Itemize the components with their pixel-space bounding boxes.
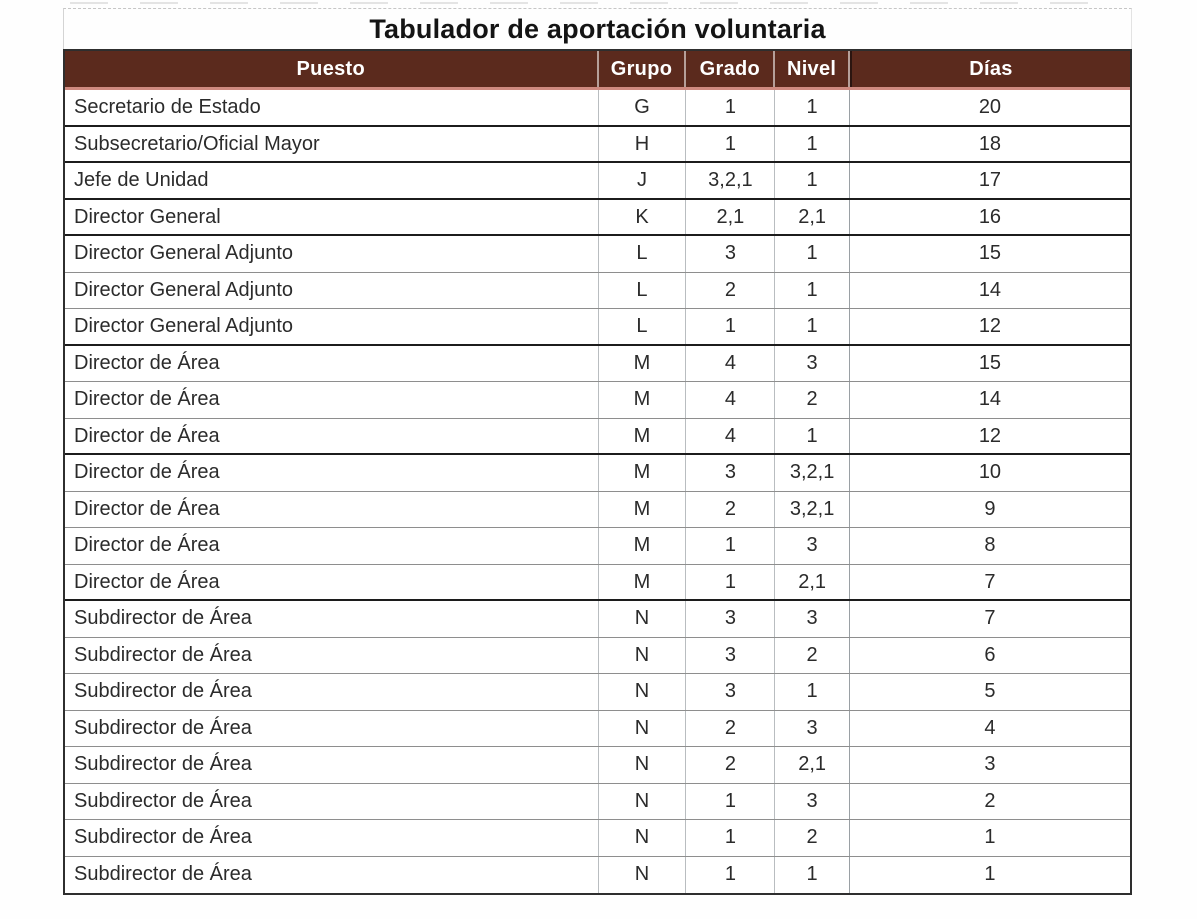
cell-grupo: H — [599, 127, 687, 162]
cell-grado: 2 — [686, 747, 775, 783]
cell-nivel: 1 — [775, 309, 850, 344]
table-row — [65, 711, 1130, 748]
cell-dias: 12 — [978, 424, 1002, 447]
cell-grado: 3 — [686, 236, 775, 272]
cell-grupo: M — [599, 528, 687, 564]
cell-grado: 1 — [686, 565, 775, 600]
cell-grupo: N — [599, 857, 687, 894]
cell-puesto: Director de Área — [65, 455, 599, 491]
cell-dias: 12 — [978, 315, 1002, 337]
table-row — [65, 382, 1130, 419]
cell-dias: 17 — [978, 169, 1002, 191]
cell-grupo: M — [599, 346, 687, 382]
cell-grupo: J — [599, 163, 687, 198]
cell-dias: 1 — [984, 862, 996, 885]
cell-dias: 3 — [984, 753, 996, 775]
cell-puesto: Subdirector de Área — [65, 820, 599, 856]
table-row — [65, 492, 1130, 529]
cell-grado: 1 — [686, 857, 775, 894]
cell-grado: 3 — [686, 601, 775, 637]
cell-grupo: N — [599, 674, 687, 710]
cell-grado: 1 — [686, 784, 775, 820]
cell-grupo: M — [599, 382, 687, 418]
cell-grupo: N — [599, 784, 687, 820]
cell-puesto: Jefe de Unidad — [65, 163, 599, 198]
cell-nivel: 3 — [775, 784, 850, 820]
cell-puesto: Director de Área — [65, 382, 599, 418]
cell-puesto: Subdirector de Área — [65, 711, 599, 747]
cell-nivel: 1 — [775, 90, 850, 125]
cell-grado: 4 — [686, 419, 775, 454]
table-header-row — [65, 51, 1130, 90]
cell-nivel: 3 — [775, 711, 850, 747]
cell-grado: 2 — [686, 273, 775, 309]
cell-grado: 1 — [686, 90, 775, 125]
cell-grado: 4 — [686, 346, 775, 382]
cell-dias: 20 — [978, 96, 1002, 118]
cell-nivel: 2 — [775, 638, 850, 674]
cell-puesto: Director General Adjunto — [65, 309, 599, 344]
table-row — [65, 820, 1130, 857]
table-row — [65, 747, 1130, 784]
cell-grupo: N — [599, 711, 687, 747]
cell-grupo: L — [599, 273, 687, 309]
table-row — [65, 857, 1130, 894]
cell-grupo: M — [599, 419, 687, 454]
cell-puesto: Director de Área — [65, 528, 599, 564]
table-row — [65, 236, 1130, 273]
cell-puesto: Subsecretario/Oficial Mayor — [65, 127, 599, 162]
cell-puesto: Subdirector de Área — [65, 857, 599, 894]
cell-grado: 1 — [686, 309, 775, 344]
table-row — [65, 601, 1130, 638]
column-header-dias: Días — [850, 51, 1130, 87]
cell-dias: 7 — [984, 607, 996, 629]
cell-grado: 3 — [686, 455, 775, 491]
cell-nivel: 3 — [775, 528, 850, 564]
tabulador-table — [63, 49, 1132, 895]
cell-nivel: 1 — [775, 419, 850, 454]
cell-dias: 5 — [984, 680, 996, 702]
cell-grado: 2 — [686, 492, 775, 528]
cell-grupo: L — [599, 309, 687, 344]
cell-dias: 14 — [978, 278, 1002, 301]
table-title: Tabulador de aportación voluntaria — [369, 14, 826, 44]
cell-puesto: Director de Área — [65, 492, 599, 528]
table-row — [65, 200, 1130, 237]
cell-nivel: 3 — [775, 601, 850, 637]
cell-dias: 15 — [978, 242, 1002, 264]
cell-grado: 3,2,1 — [686, 163, 775, 198]
cell-dias: 6 — [984, 643, 996, 666]
cell-puesto: Director General Adjunto — [65, 273, 599, 309]
table-row — [65, 163, 1130, 200]
table-row — [65, 674, 1130, 711]
cell-grupo: K — [599, 200, 687, 235]
cell-grupo: G — [599, 90, 687, 125]
cell-nivel: 1 — [775, 857, 850, 894]
cell-dias: 9 — [984, 497, 996, 520]
cell-nivel: 2,1 — [775, 565, 850, 600]
cell-nivel: 1 — [775, 674, 850, 710]
cell-dias: 1 — [984, 826, 996, 848]
cell-dias: 18 — [978, 132, 1002, 155]
cell-nivel: 3,2,1 — [775, 492, 850, 528]
cell-dias: 16 — [978, 205, 1002, 228]
cell-puesto: Subdirector de Área — [65, 674, 599, 710]
cell-grupo: N — [599, 638, 687, 674]
cell-nivel: 1 — [775, 127, 850, 162]
cell-grupo: L — [599, 236, 687, 272]
cell-puesto: Director de Área — [65, 419, 599, 454]
column-header-puesto: Puesto — [65, 51, 599, 87]
cell-grado: 3 — [686, 638, 775, 674]
cell-grado: 1 — [686, 820, 775, 856]
cell-grado: 2,1 — [686, 200, 775, 235]
cell-grupo: M — [599, 455, 687, 491]
cell-puesto: Secretario de Estado — [65, 90, 599, 125]
cell-dias: 10 — [978, 461, 1002, 483]
table-row — [65, 346, 1130, 383]
scan-artifact — [70, 2, 1120, 4]
cell-puesto: Director General — [65, 200, 599, 235]
cell-grupo: N — [599, 747, 687, 783]
cell-grado: 1 — [686, 528, 775, 564]
cell-grado: 1 — [686, 127, 775, 162]
cell-nivel: 1 — [775, 236, 850, 272]
cell-grupo: N — [599, 601, 687, 637]
cell-grupo: M — [599, 565, 687, 600]
cell-puesto: Subdirector de Área — [65, 784, 599, 820]
table-row — [65, 273, 1130, 310]
cell-nivel: 2,1 — [775, 747, 850, 783]
table-row — [65, 565, 1130, 602]
table-row — [65, 419, 1130, 456]
cell-dias: 8 — [984, 534, 996, 556]
table-row — [65, 455, 1130, 492]
cell-nivel: 3 — [775, 346, 850, 382]
column-header-nivel: Nivel — [775, 51, 850, 87]
cell-puesto: Subdirector de Área — [65, 747, 599, 783]
cell-grado: 2 — [686, 711, 775, 747]
cell-puesto: Subdirector de Área — [65, 638, 599, 674]
table-body — [65, 90, 1130, 893]
cell-grado: 4 — [686, 382, 775, 418]
cell-nivel: 2 — [775, 382, 850, 418]
cell-puesto: Director General Adjunto — [65, 236, 599, 272]
table-row — [65, 90, 1130, 127]
cell-dias: 14 — [978, 388, 1002, 410]
column-header-grado: Grado — [686, 51, 775, 87]
table-title-box — [63, 8, 1132, 49]
cell-puesto: Director de Área — [65, 346, 599, 382]
table-row — [65, 309, 1130, 346]
table-row — [65, 528, 1130, 565]
cell-grupo: M — [599, 492, 687, 528]
cell-dias: 7 — [984, 570, 996, 593]
cell-nivel: 1 — [775, 163, 850, 198]
table-row — [65, 638, 1130, 675]
table-row — [65, 127, 1130, 164]
cell-grupo: N — [599, 820, 687, 856]
cell-dias: 4 — [984, 716, 996, 739]
cell-nivel: 3,2,1 — [775, 455, 850, 491]
table-row — [65, 784, 1130, 821]
cell-dias: 15 — [978, 351, 1002, 374]
cell-nivel: 2 — [775, 820, 850, 856]
cell-puesto: Subdirector de Área — [65, 601, 599, 637]
cell-grado: 3 — [686, 674, 775, 710]
cell-dias: 2 — [984, 789, 996, 812]
cell-puesto: Director de Área — [65, 565, 599, 600]
cell-nivel: 1 — [775, 273, 850, 309]
cell-nivel: 2,1 — [775, 200, 850, 235]
column-header-grupo: Grupo — [599, 51, 687, 87]
